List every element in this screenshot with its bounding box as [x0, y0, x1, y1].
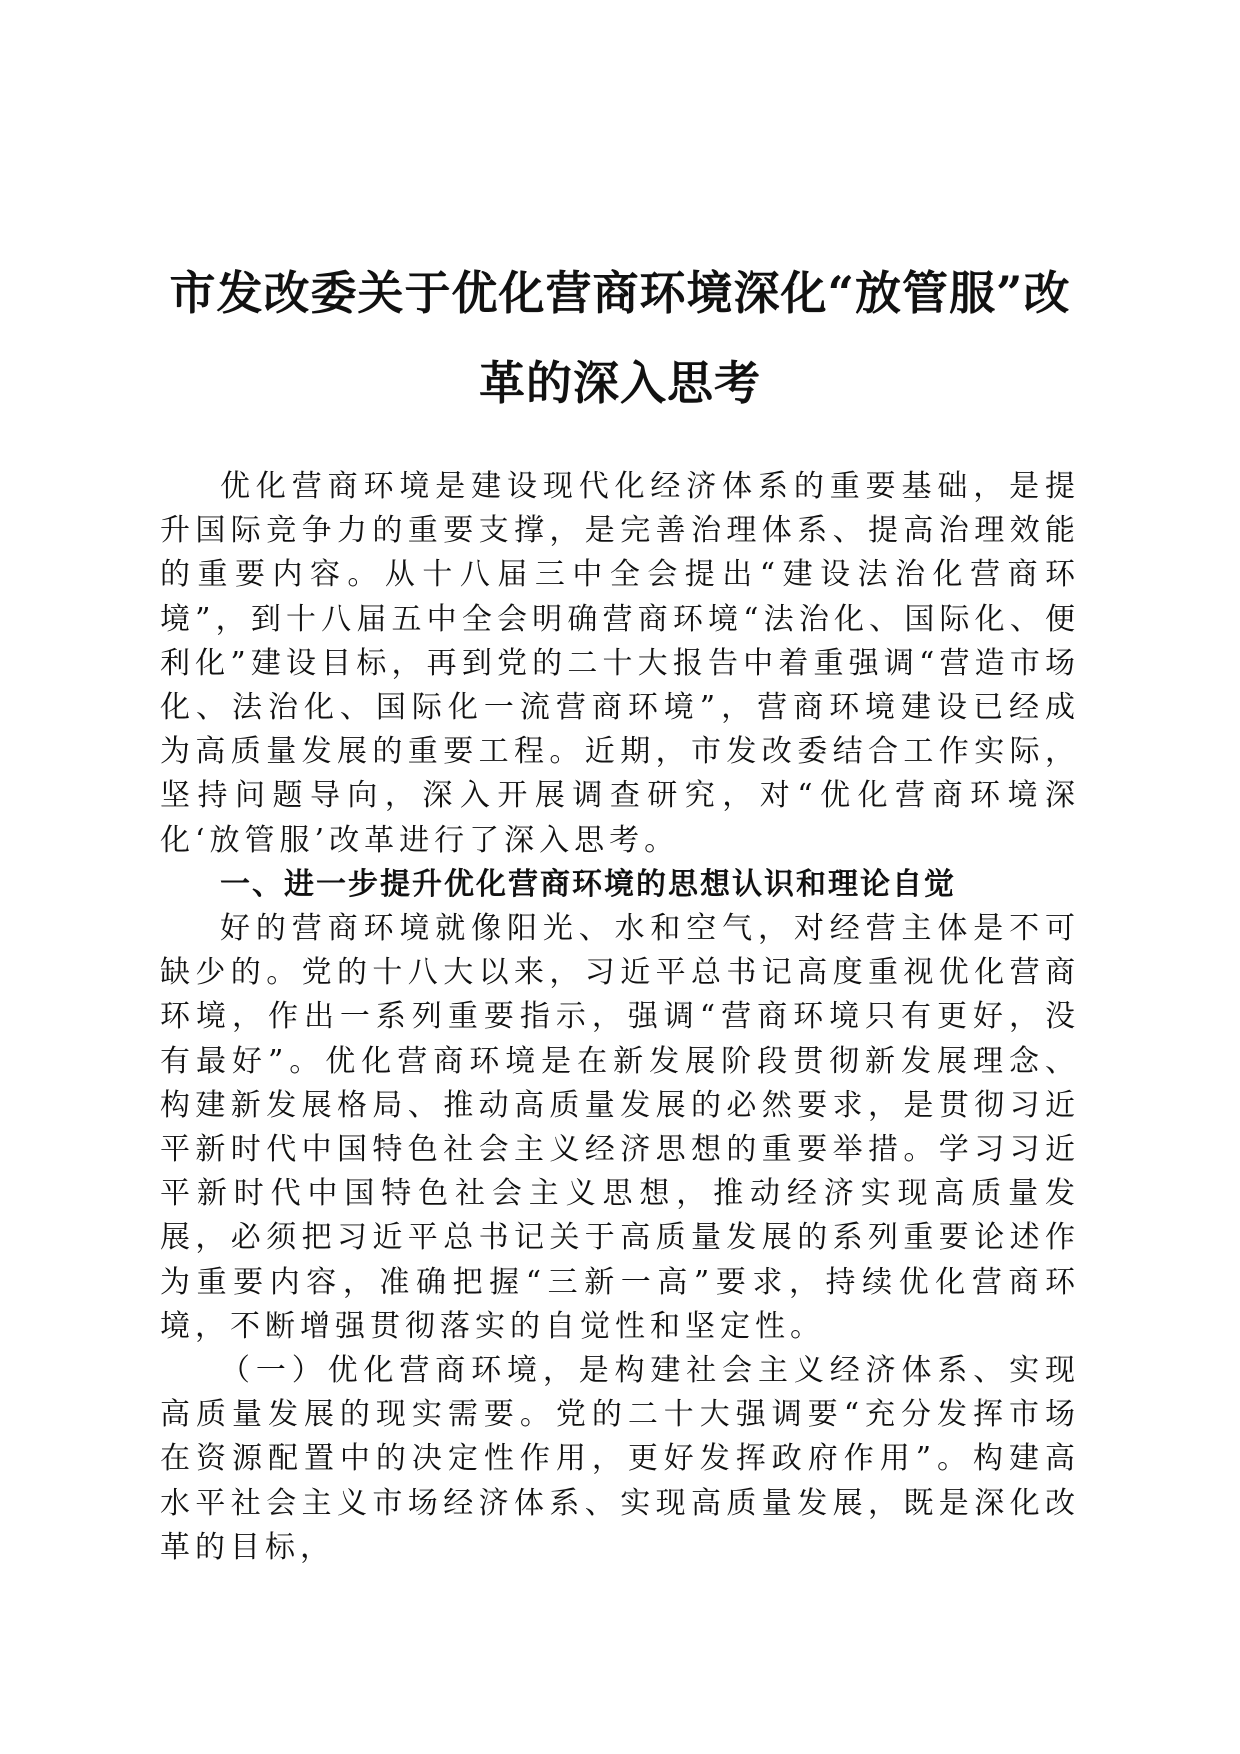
title-line-2: 革的深入思考 [479, 356, 761, 410]
paragraph-intro: 优化营商环境是建设现代化经济体系的重要基础，是提升国际竞争力的重要支撑，是完善治理体系、提高治理效能的重要内容。从十八届三中全会提出“建设法治化营商环境”，到十八届五中全会明确营商环境“法治化、国际化、便利化”建设目标，再到党的二十大报告中着重强调“营造市场化、法治化、国际化一流营商环境”，营商环境建设已经成为高质量发展的重要工程。近期，市发改委结合工作实际，坚持问题导向，深入开展调查研究，对“优化营商环境深化‘放管服’改革进行了深入思考。 [160, 469, 1080, 858]
document-title [140, 248, 1100, 428]
section-heading-1: 一、进一步提升优化营商环境的思想认识和理论自觉 [220, 866, 956, 902]
paragraph-subsection-1: （一）优化营商环境，是构建社会主义经济体系、实现高质量发展的现实需要。党的二十大强调要“充分发挥市场在资源配置中的决定性作用，更好发挥政府作用”。构建高水平社会主义市场经济体系、实现高质量发展，既是深化改革的目标， [160, 1353, 1080, 1565]
title-line-1: 市发改委关于优化营商环境深化“放管服”改 [169, 266, 1071, 320]
document-body [160, 465, 1080, 1570]
paragraph-section-1: 好的营商环境就像阳光、水和空气，对经营主体是不可缺少的。党的十八大以来，习近平总书记高度重视优化营商环境，作出一系列重要指示，强调“营商环境只有更好，没有最好”。优化营商环境是在新发展阶段贯彻新发展理念、构建新发展格局、推动高质量发展的必然要求，是贯彻习近平新时代中国特色社会主义经济思想的重要举措。学习习近平新时代中国特色社会主义思想，推动经济实现高质量发展，必须把习近平总书记关于高质量发展的系列重要论述作为重要内容，准确把握“三新一高”要求，持续优化营商环境，不断增强贯彻落实的自觉性和坚定性。 [160, 911, 1080, 1344]
